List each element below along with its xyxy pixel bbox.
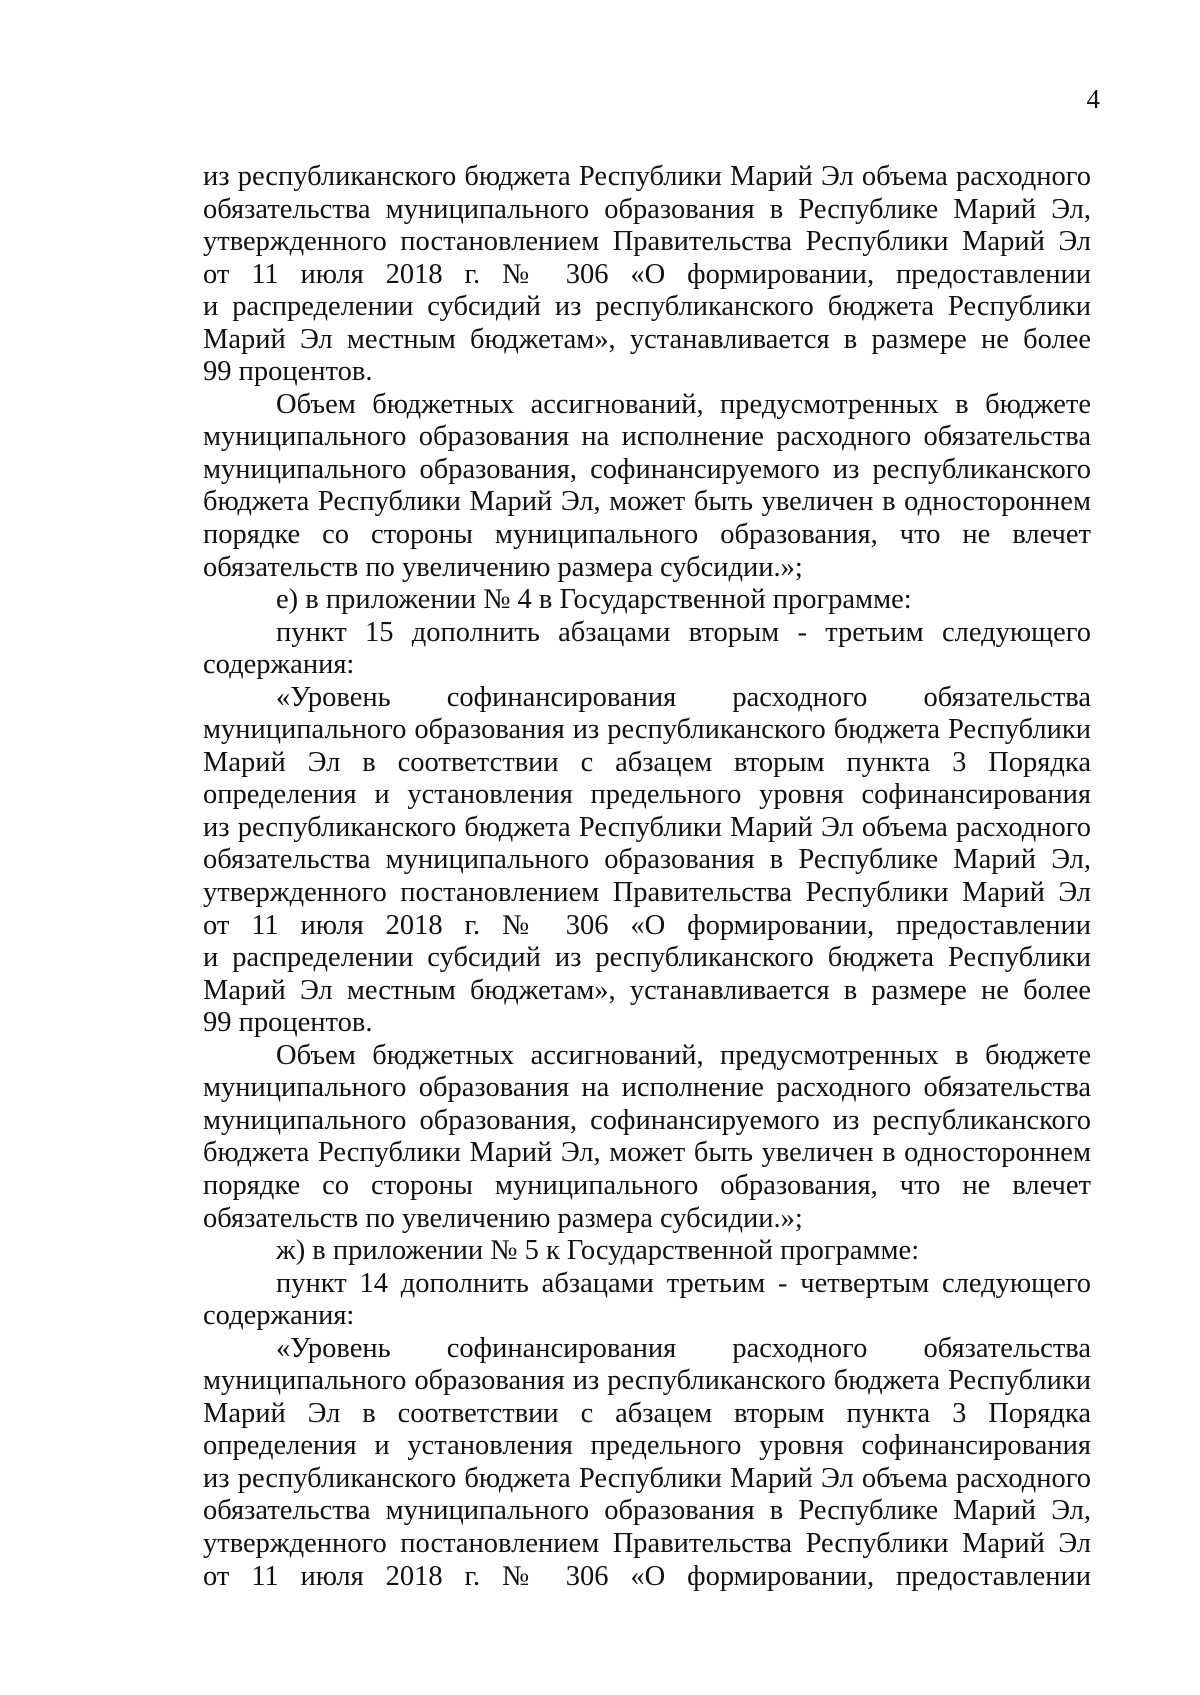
text-line: Объем бюджетных ассигнований, предусмотренных в бюджете bbox=[276, 1039, 1091, 1071]
text-line: утвержденного постановлением Правительства Республики Марий Эл bbox=[203, 226, 1091, 258]
text-line: утвержденного постановлением Правительства Республики Марий Эл bbox=[203, 877, 1091, 909]
text-line: пункт 14 дополнить абзацами третьим - четвертым следующего bbox=[276, 1267, 1091, 1299]
text-line: содержания: bbox=[203, 649, 355, 681]
text-line: определения и установления предельного уровня софинансирования bbox=[203, 1430, 1091, 1462]
text-line: муниципального образования из республиканского бюджета Республики bbox=[203, 714, 1091, 746]
text-line: содержания: bbox=[203, 1300, 355, 1332]
text-line: пункт 15 дополнить абзацами вторым - третьим следующего bbox=[276, 616, 1091, 648]
text-line: бюджета Республики Марий Эл, может быть увеличен в одностороннем bbox=[203, 486, 1091, 518]
text-line: «Уровень софинансирования расходного обязательства bbox=[276, 681, 1091, 713]
text-line: обязательства муниципального образования в Республике Марий Эл, bbox=[203, 1495, 1091, 1527]
text-line: порядке со стороны муниципального образования, что не влечет bbox=[203, 1169, 1091, 1201]
text-line: определения и установления предельного уровня софинансирования bbox=[203, 779, 1091, 811]
text-line: обязательства муниципального образования в Республике Марий Эл, bbox=[203, 193, 1091, 225]
text-line: из республиканского бюджета Республики Марий Эл объема расходного bbox=[203, 161, 1091, 192]
page-number: 4 bbox=[1086, 84, 1100, 114]
text-line: муниципального образования на исполнение расходного обязательства bbox=[203, 421, 1091, 453]
text-line: муниципального образования, софинансируемого из республиканского bbox=[203, 453, 1091, 485]
text-line: 99 процентов. bbox=[203, 1007, 373, 1039]
text-line: Марий Эл в соответствии с абзацем вторым пункта 3 Порядка bbox=[203, 746, 1091, 778]
text-line: ж) в приложении № 5 к Государственной программе: bbox=[276, 1235, 920, 1267]
text-line: обязательства муниципального образования в Республике Марий Эл, bbox=[203, 844, 1091, 876]
text-line: от 11 июля 2018 г. № 306 «О формировании, предоставлении bbox=[203, 258, 1091, 290]
text-line: утвержденного постановлением Правительства Республики Марий Эл bbox=[203, 1527, 1091, 1559]
text-line: «Уровень софинансирования расходного обязательства bbox=[276, 1332, 1091, 1364]
text-line: от 11 июля 2018 г. № 306 «О формировании, предоставлении bbox=[203, 909, 1091, 941]
text-line: порядке со стороны муниципального образования, что не влечет bbox=[203, 519, 1091, 551]
text-line: из республиканского бюджета Республики Марий Эл объема расходного bbox=[203, 1462, 1091, 1494]
text-line: 99 процентов. bbox=[203, 356, 373, 388]
text-line: обязательств по увеличению размера субсидии.»; bbox=[203, 551, 803, 583]
text-line: е) в приложении № 4 в Государственной программе: bbox=[276, 584, 912, 616]
text-line: из республиканского бюджета Республики Марий Эл объема расходного bbox=[203, 811, 1091, 843]
text-line: Марий Эл в соответствии с абзацем вторым пункта 3 Порядка bbox=[203, 1397, 1091, 1429]
text-line: бюджета Республики Марий Эл, может быть увеличен в одностороннем bbox=[203, 1137, 1091, 1169]
text-line: муниципального образования, софинансируемого из республиканского bbox=[203, 1104, 1091, 1136]
text-line: обязательств по увеличению размера субсидии.»; bbox=[203, 1202, 803, 1234]
text-line: муниципального образования на исполнение расходного обязательства bbox=[203, 1072, 1091, 1104]
text-line: и распределении субсидий из республиканского бюджета Республики bbox=[203, 291, 1091, 323]
text-line: Марий Эл местным бюджетам», устанавливается в размере не более bbox=[203, 974, 1091, 1006]
text-line: муниципального образования из республиканского бюджета Республики bbox=[203, 1365, 1091, 1397]
text-line: Марий Эл местным бюджетам», устанавливается в размере не более bbox=[203, 323, 1091, 355]
text-line: и распределении субсидий из республиканского бюджета Республики bbox=[203, 942, 1091, 974]
text-line: от 11 июля 2018 г. № 306 «О формировании, предоставлении bbox=[203, 1560, 1091, 1592]
text-line: Объем бюджетных ассигнований, предусмотренных в бюджете bbox=[276, 388, 1091, 420]
document-body bbox=[203, 161, 1091, 1593]
